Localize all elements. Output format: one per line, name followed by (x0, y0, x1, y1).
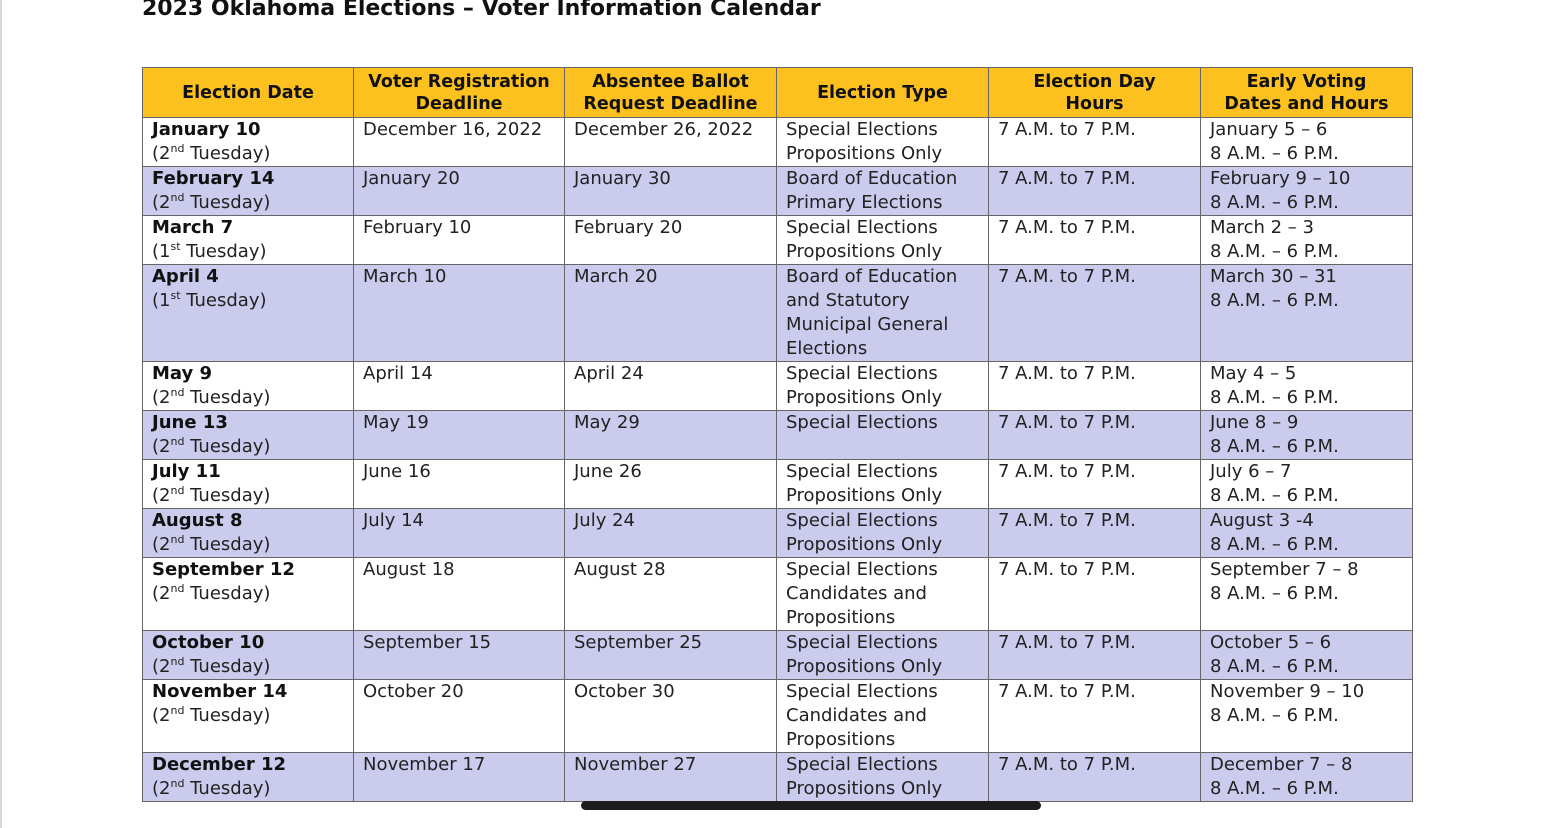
absentee-deadline-cell (565, 753, 777, 802)
registration-deadline-cell (354, 680, 565, 753)
election-type-line: Candidates and (786, 583, 927, 604)
absentee-deadline-cell (565, 167, 777, 216)
early-voting-cell (1201, 753, 1413, 802)
election-week: (2nd Tuesday) (152, 191, 271, 213)
column-header-line: Early Voting (1246, 71, 1367, 92)
absentee-deadline-cell (565, 509, 777, 558)
registration-deadline: May 19 (363, 412, 429, 433)
election-date-cell (143, 216, 354, 265)
early-voting-cell (1201, 509, 1413, 558)
table-row (143, 509, 1413, 558)
election-date: May 9 (152, 363, 213, 384)
election-date: July 11 (152, 461, 221, 482)
election-day-hours-cell (989, 265, 1201, 362)
registration-deadline: December 16, 2022 (363, 119, 543, 140)
absentee-deadline-cell (565, 216, 777, 265)
election-type-line: Special Elections (786, 632, 938, 653)
registration-deadline-cell (354, 362, 565, 411)
election-type-line: Propositions (786, 729, 896, 750)
table-row (143, 411, 1413, 460)
early-voting-line: 8 A.M. – 6 P.M. (1210, 534, 1339, 555)
election-type-line: Primary Elections (786, 192, 943, 213)
early-voting-cell (1201, 362, 1413, 411)
registration-deadline-cell (354, 118, 565, 167)
election-day-hours: 7 A.M. to 7 P.M. (998, 510, 1136, 531)
column-header-absentee-ballot-request-deadline (565, 68, 777, 118)
table-row (143, 753, 1413, 802)
column-header-line: Voter Registration (368, 71, 550, 92)
early-voting-line: 8 A.M. – 6 P.M. (1210, 583, 1339, 604)
election-day-hours-cell (989, 509, 1201, 558)
absentee-deadline-cell (565, 631, 777, 680)
table-row (143, 680, 1413, 753)
early-voting-line: May 4 – 5 (1210, 363, 1297, 384)
table-row (143, 460, 1413, 509)
registration-deadline: February 10 (363, 217, 472, 238)
early-voting-line: August 3 -4 (1210, 510, 1314, 531)
election-type-line: Propositions Only (786, 241, 943, 262)
election-date: February 14 (152, 168, 275, 189)
election-day-hours-cell (989, 411, 1201, 460)
column-header-line: Hours (1065, 93, 1124, 114)
election-type-cell (777, 680, 989, 753)
election-day-hours: 7 A.M. to 7 P.M. (998, 168, 1136, 189)
election-week: (1st Tuesday) (152, 289, 267, 311)
election-type-line: Propositions Only (786, 778, 943, 799)
absentee-deadline: March 20 (574, 266, 658, 287)
absentee-deadline-cell (565, 362, 777, 411)
absentee-deadline-cell (565, 411, 777, 460)
election-type-line: Propositions Only (786, 534, 943, 555)
election-type-line: Candidates and (786, 705, 927, 726)
early-voting-line: March 2 – 3 (1210, 217, 1314, 238)
election-day-hours: 7 A.M. to 7 P.M. (998, 412, 1136, 433)
election-type-cell (777, 167, 989, 216)
absentee-deadline: September 25 (574, 632, 703, 653)
election-date: March 7 (152, 217, 234, 238)
election-type-line: Special Elections (786, 119, 938, 140)
early-voting-line: July 6 – 7 (1210, 461, 1292, 482)
early-voting-line: 8 A.M. – 6 P.M. (1210, 192, 1339, 213)
early-voting-cell (1201, 460, 1413, 509)
absentee-deadline: June 26 (574, 461, 642, 482)
early-voting-line: November 9 – 10 (1210, 681, 1365, 702)
early-voting-cell (1201, 411, 1413, 460)
election-day-hours-cell (989, 680, 1201, 753)
table-header-row (143, 68, 1413, 118)
table-row (143, 362, 1413, 411)
table-body (143, 118, 1413, 802)
early-voting-line: September 7 – 8 (1210, 559, 1359, 580)
election-week: (2nd Tuesday) (152, 484, 271, 506)
election-type-cell (777, 265, 989, 362)
registration-deadline: January 20 (363, 168, 460, 189)
election-day-hours: 7 A.M. to 7 P.M. (998, 461, 1136, 482)
absentee-deadline-cell (565, 460, 777, 509)
column-header-line: Election Date (182, 82, 314, 103)
table-row (143, 558, 1413, 631)
column-header-line: Absentee Ballot (592, 71, 749, 92)
table-row (143, 631, 1413, 680)
early-voting-line: 8 A.M. – 6 P.M. (1210, 485, 1339, 506)
election-type-line: Special Elections (786, 363, 938, 384)
election-day-hours-cell (989, 460, 1201, 509)
election-type-line: Board of Education (786, 266, 958, 287)
early-voting-line: 8 A.M. – 6 P.M. (1210, 705, 1339, 726)
early-voting-cell (1201, 118, 1413, 167)
election-week: (2nd Tuesday) (152, 435, 271, 457)
registration-deadline-cell (354, 167, 565, 216)
election-day-hours: 7 A.M. to 7 P.M. (998, 266, 1136, 287)
column-header-line: Request Deadline (583, 93, 758, 114)
election-day-hours: 7 A.M. to 7 P.M. (998, 119, 1136, 140)
election-type-line: Special Elections (786, 510, 938, 531)
election-type-line: Special Elections (786, 681, 938, 702)
election-day-hours: 7 A.M. to 7 P.M. (998, 754, 1136, 775)
election-week: (2nd Tuesday) (152, 533, 271, 555)
election-type-cell (777, 631, 989, 680)
election-day-hours: 7 A.M. to 7 P.M. (998, 559, 1136, 580)
registration-deadline: June 16 (363, 461, 431, 482)
absentee-deadline-cell (565, 118, 777, 167)
early-voting-cell (1201, 265, 1413, 362)
column-header-early-voting-dates-and-hours (1201, 68, 1413, 118)
early-voting-line: 8 A.M. – 6 P.M. (1210, 387, 1339, 408)
registration-deadline: August 18 (363, 559, 455, 580)
election-date-cell (143, 118, 354, 167)
absentee-deadline-cell (565, 265, 777, 362)
election-date: December 12 (152, 754, 287, 775)
registration-deadline: November 17 (363, 754, 486, 775)
election-day-hours-cell (989, 753, 1201, 802)
early-voting-cell (1201, 631, 1413, 680)
early-voting-cell (1201, 167, 1413, 216)
absentee-deadline-cell (565, 680, 777, 753)
election-date-cell (143, 631, 354, 680)
registration-deadline-cell (354, 753, 565, 802)
election-type-line: Propositions (786, 607, 896, 628)
election-type-cell (777, 558, 989, 631)
election-date: June 13 (152, 412, 228, 433)
election-date-cell (143, 265, 354, 362)
absentee-deadline: April 24 (574, 363, 644, 384)
absentee-deadline: February 20 (574, 217, 683, 238)
election-date: April 4 (152, 266, 219, 287)
election-date-cell (143, 362, 354, 411)
page-edge (0, 0, 2, 828)
page-title: 2023 Oklahoma Elections – Voter Information Calendar (142, 0, 821, 21)
table-row (143, 118, 1413, 167)
column-header-line: Dates and Hours (1224, 93, 1389, 114)
election-type-cell (777, 216, 989, 265)
registration-deadline: September 15 (363, 632, 492, 653)
registration-deadline-cell (354, 265, 565, 362)
absentee-deadline: January 30 (574, 168, 671, 189)
early-voting-line: October 5 – 6 (1210, 632, 1332, 653)
table-row (143, 265, 1413, 362)
early-voting-line: March 30 – 31 (1210, 266, 1337, 287)
column-header-line: Election Type (817, 82, 948, 103)
early-voting-line: January 5 – 6 (1210, 119, 1328, 140)
election-date-cell (143, 558, 354, 631)
election-type-cell (777, 460, 989, 509)
election-type-cell (777, 118, 989, 167)
early-voting-cell (1201, 680, 1413, 753)
election-date: August 8 (152, 510, 243, 531)
registration-deadline-cell (354, 558, 565, 631)
column-header-line: Election Day (1033, 71, 1156, 92)
election-date-cell (143, 167, 354, 216)
election-type-cell (777, 362, 989, 411)
election-type-line: and Statutory (786, 290, 910, 311)
election-date-cell (143, 460, 354, 509)
early-voting-cell (1201, 558, 1413, 631)
election-day-hours: 7 A.M. to 7 P.M. (998, 217, 1136, 238)
absentee-deadline: May 29 (574, 412, 640, 433)
election-day-hours-cell (989, 631, 1201, 680)
election-type-line: Special Elections (786, 754, 938, 775)
registration-deadline-cell (354, 411, 565, 460)
election-date: January 10 (152, 119, 261, 140)
home-indicator-bar[interactable] (581, 801, 1041, 810)
early-voting-line: 8 A.M. – 6 P.M. (1210, 143, 1339, 164)
election-week: (2nd Tuesday) (152, 386, 271, 408)
early-voting-line: February 9 – 10 (1210, 168, 1351, 189)
election-type-line: Propositions Only (786, 485, 943, 506)
registration-deadline: March 10 (363, 266, 447, 287)
election-day-hours: 7 A.M. to 7 P.M. (998, 632, 1136, 653)
election-date: October 10 (152, 632, 265, 653)
election-week: (2nd Tuesday) (152, 655, 271, 677)
election-week: (2nd Tuesday) (152, 704, 271, 726)
early-voting-line: June 8 – 9 (1210, 412, 1299, 433)
election-day-hours-cell (989, 362, 1201, 411)
election-calendar-table (142, 67, 1413, 802)
early-voting-line: 8 A.M. – 6 P.M. (1210, 290, 1339, 311)
column-header-election-date (143, 68, 354, 118)
early-voting-line: 8 A.M. – 6 P.M. (1210, 656, 1339, 677)
election-type-line: Propositions Only (786, 656, 943, 677)
election-type-cell (777, 753, 989, 802)
election-type-line: Special Elections (786, 412, 938, 433)
election-type-line: Propositions Only (786, 387, 943, 408)
election-type-line: Board of Education (786, 168, 958, 189)
election-type-line: Special Elections (786, 461, 938, 482)
absentee-deadline: October 30 (574, 681, 675, 702)
election-type-line: Propositions Only (786, 143, 943, 164)
election-day-hours-cell (989, 167, 1201, 216)
election-week: (2nd Tuesday) (152, 777, 271, 799)
election-date: September 12 (152, 559, 295, 580)
early-voting-line: 8 A.M. – 6 P.M. (1210, 241, 1339, 262)
election-day-hours-cell (989, 118, 1201, 167)
column-header-line: Deadline (415, 93, 503, 114)
registration-deadline: April 14 (363, 363, 433, 384)
column-header-voter-registration-deadline (354, 68, 565, 118)
column-header-election-day-hours (989, 68, 1201, 118)
registration-deadline-cell (354, 460, 565, 509)
registration-deadline-cell (354, 631, 565, 680)
absentee-deadline: July 24 (574, 510, 635, 531)
registration-deadline: July 14 (363, 510, 424, 531)
election-date-cell (143, 753, 354, 802)
early-voting-line: December 7 – 8 (1210, 754, 1353, 775)
election-date-cell (143, 411, 354, 460)
election-week: (2nd Tuesday) (152, 582, 271, 604)
registration-deadline: October 20 (363, 681, 464, 702)
election-day-hours: 7 A.M. to 7 P.M. (998, 681, 1136, 702)
election-type-cell (777, 509, 989, 558)
absentee-deadline: December 26, 2022 (574, 119, 754, 140)
absentee-deadline: November 27 (574, 754, 697, 775)
table-row (143, 167, 1413, 216)
election-type-line: Special Elections (786, 559, 938, 580)
early-voting-line: 8 A.M. – 6 P.M. (1210, 436, 1339, 457)
absentee-deadline: August 28 (574, 559, 666, 580)
early-voting-line: 8 A.M. – 6 P.M. (1210, 778, 1339, 799)
table-row (143, 216, 1413, 265)
absentee-deadline-cell (565, 558, 777, 631)
election-type-line: Special Elections (786, 217, 938, 238)
election-week: (2nd Tuesday) (152, 142, 271, 164)
election-day-hours-cell (989, 558, 1201, 631)
election-date-cell (143, 680, 354, 753)
election-week: (1st Tuesday) (152, 240, 267, 262)
election-day-hours: 7 A.M. to 7 P.M. (998, 363, 1136, 384)
early-voting-cell (1201, 216, 1413, 265)
election-type-line: Elections (786, 338, 868, 359)
election-date-cell (143, 509, 354, 558)
registration-deadline-cell (354, 216, 565, 265)
registration-deadline-cell (354, 509, 565, 558)
column-header-election-type (777, 68, 989, 118)
election-type-cell (777, 411, 989, 460)
election-date: November 14 (152, 681, 288, 702)
election-type-line: Municipal General (786, 314, 949, 335)
election-day-hours-cell (989, 216, 1201, 265)
